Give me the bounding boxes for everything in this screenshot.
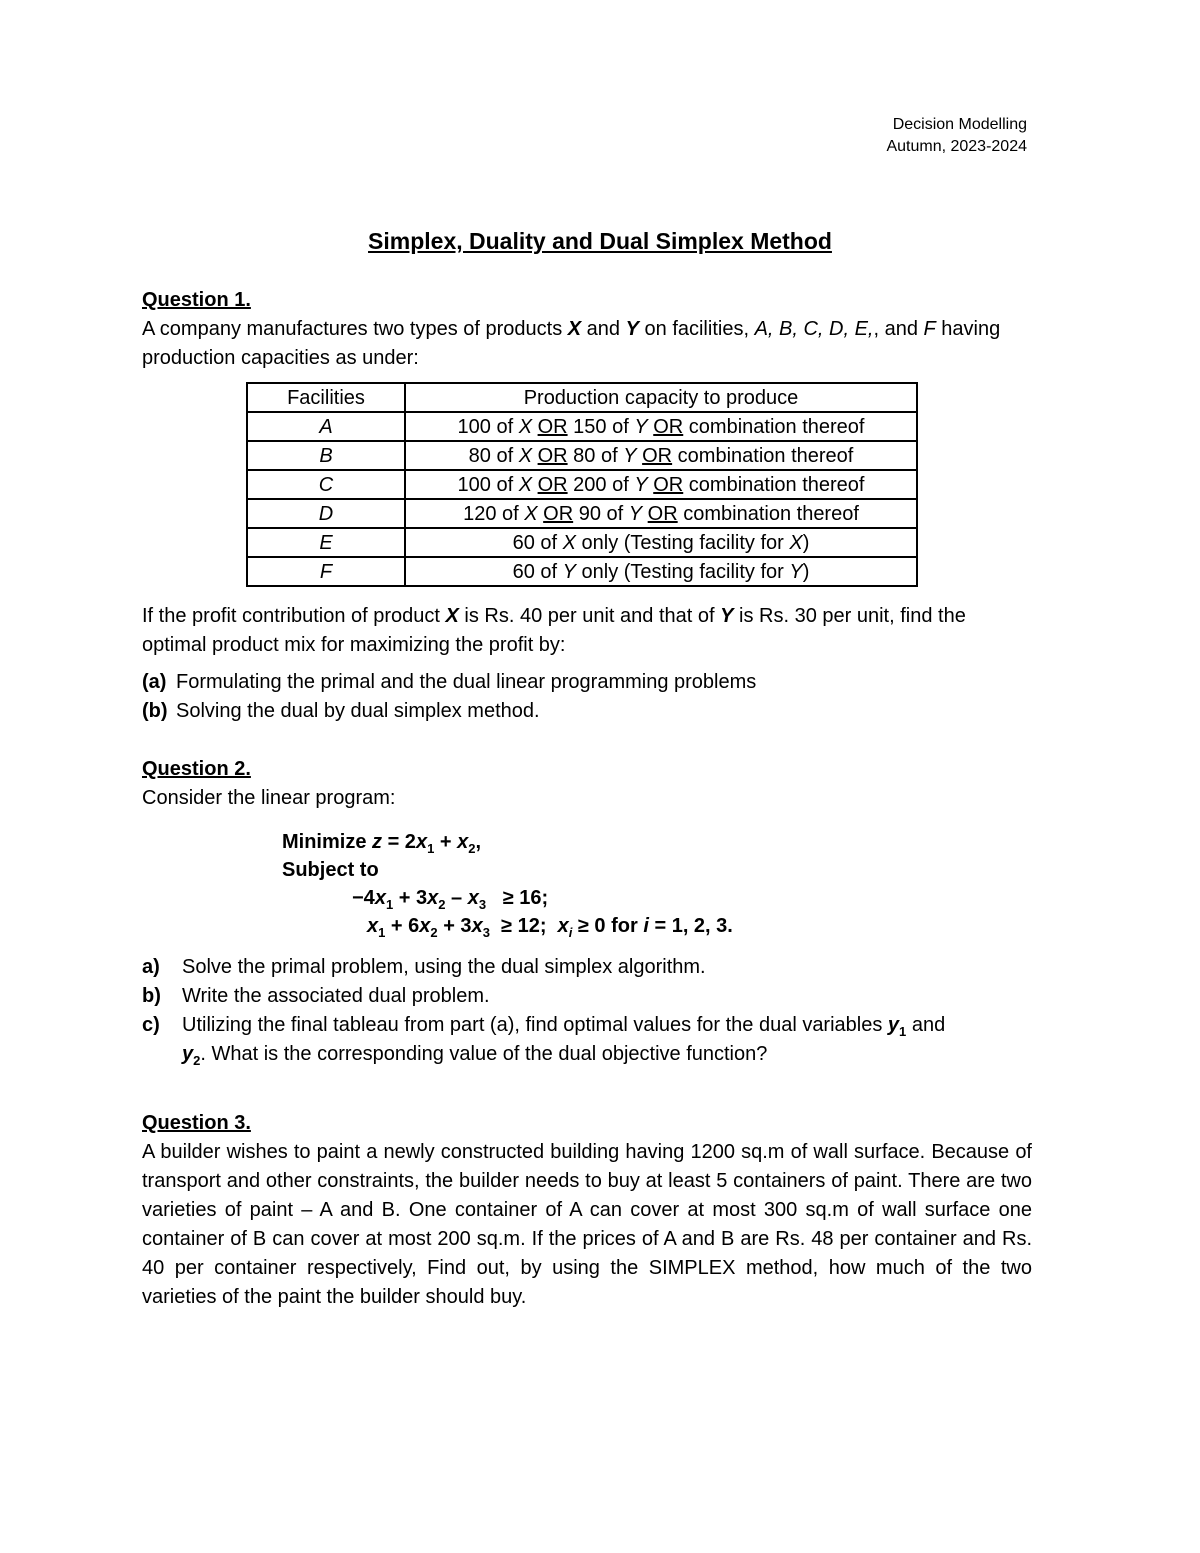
question-3-text: A builder wishes to paint a newly constructed building having 1200 sq.m of wall surface. Because of transport and other constraints, the builder needs to buy at least 5 containers of paint. There are two varieties of paint – A and B. One container of A can cover at most 300 sq.m of wall surface one container of B can cover at most 200 sq.m. If the prices of A and B are Rs. 48 per container and Rs. 40 per container respectively, Find out, by using the SIMPLEX method, how much of the two varieties of the paint the builder should buy. [142, 1141, 1032, 1308]
table-header-facilities: Facilities [247, 383, 405, 412]
list-item: a) Solve the primal problem, using the dual simplex algorithm. [142, 956, 706, 978]
list-item: c) Utilizing the final tableau from part (a), find optimal values for the dual variables $y_1$ and $y_2$. What is the corresponding value of the dual objective function? [142, 1014, 946, 1068]
list-item: (b) Solving the dual by dual simplex method. [142, 700, 540, 722]
list-item: b) Write the associated dual problem. [142, 985, 490, 1007]
question-2-heading: Question 2. [142, 758, 251, 780]
table-row: D 120 of X OR 90 of Y OR combination thereof [247, 499, 917, 528]
table-row: E 60 of X only (Testing facility for X) [247, 528, 917, 557]
subject-to: Subject to [282, 859, 379, 881]
page-title: Simplex, Duality and Dual Simplex Method [368, 228, 832, 254]
table-row: B 80 of X OR 80 of Y OR combination thereof [247, 441, 917, 470]
table-row: F 60 of Y only (Testing facility for Y) [247, 557, 917, 586]
question-1 [142, 286, 1032, 726]
question-1-profit: If the profit contribution of product X is Rs. 40 per unit and that of Y is Rs. 30 per unit, find the optimal product mix for maximizing the profit by: [142, 605, 966, 656]
question-3-heading: Question 3. [142, 1112, 251, 1134]
table-row: C 100 of X OR 200 of Y OR combination thereof [247, 470, 917, 499]
course-term: Autumn, 2023-2024 [886, 138, 1027, 155]
course-header [886, 114, 1027, 158]
table-header-row [247, 383, 917, 412]
question-1-heading: Question 1. [142, 289, 251, 311]
question-2-intro: Consider the linear program: [142, 787, 396, 809]
course-name: Decision Modelling [892, 116, 1027, 133]
list-item: (a) Formulating the primal and the dual linear programming problems [142, 671, 757, 693]
constraint-2: $x_1 + 6x_2 + 3x_3 \ge 12$; $x_i \ge 0$ for i = 1, 2, 3. [367, 915, 733, 940]
question-2-parts [142, 953, 1032, 1069]
question-1-parts [142, 668, 1032, 726]
capacity-table [246, 382, 918, 587]
question-2 [142, 755, 1032, 1069]
objective-function: Minimize $z = 2x_1 + x_2$, [282, 831, 482, 856]
table-row: A 100 of X OR 150 of Y OR combination thereof [247, 412, 917, 441]
questions-content [142, 286, 1032, 1312]
table-header-capacity: Production capacity to produce [405, 383, 917, 412]
constraint-1: $-4x_1 + 3x_2 - x_3 \ge 16$; [352, 887, 549, 912]
question-3 [142, 1109, 1032, 1312]
question-1-intro: A company manufactures two types of products X and Y on facilities, A, B, C, D, E,, and F having production capacities as under: [142, 318, 1001, 369]
linear-program [282, 828, 1032, 940]
